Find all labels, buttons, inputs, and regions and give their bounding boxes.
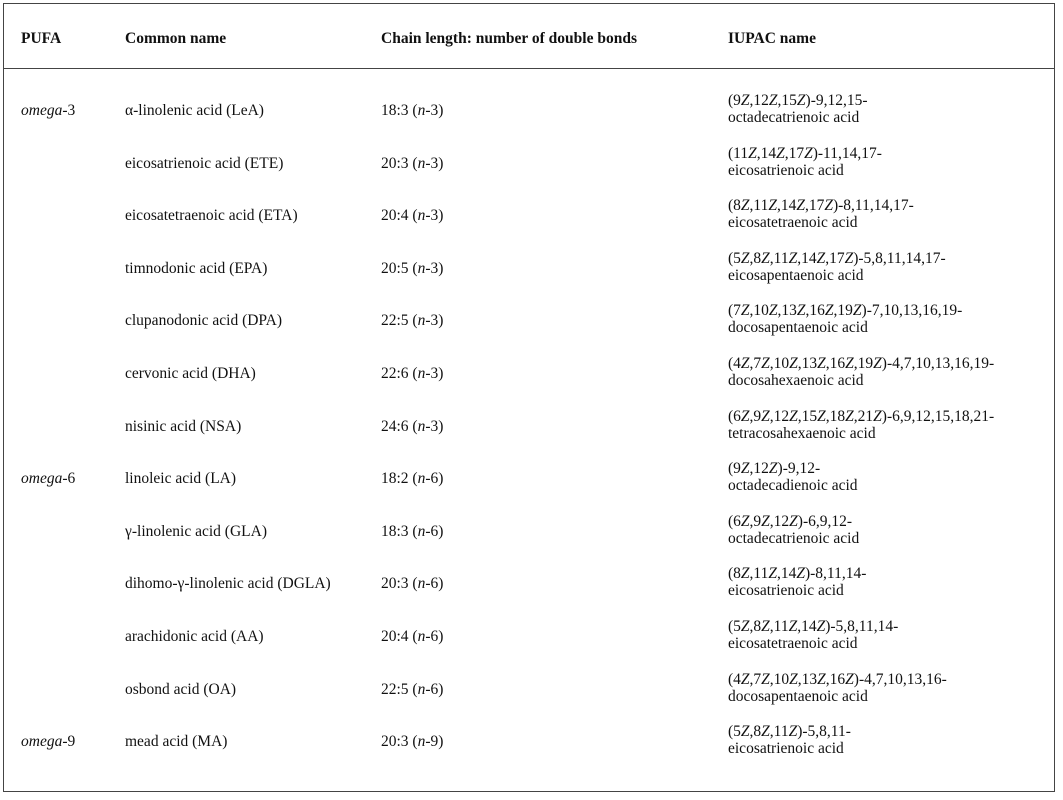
chain-length-n: n [417, 417, 426, 435]
chain-length [381, 575, 443, 593]
chain-length-suffix: -3) [425, 259, 444, 277]
chain-length-suffix: -6) [425, 522, 444, 540]
header-pufa: PUFA [21, 30, 62, 47]
chain-length-n: n [417, 365, 426, 382]
pufa-table [3, 3, 1055, 792]
common-name: timnodonic acid (EPA) [125, 259, 268, 277]
chain-length-n: n [417, 312, 426, 330]
chain-length [381, 207, 443, 225]
iupac-name [728, 355, 994, 389]
chain-length-n: n [417, 575, 426, 593]
iupac-name-line2: docosapentaenoic acid [728, 687, 868, 705]
iupac-name [728, 408, 994, 442]
chain-length [381, 102, 443, 120]
iupac-name-line1: (8Z,11Z,14Z,17Z)-8,11,14,17- [728, 197, 914, 215]
iupac-name-line2: eicosatrienoic acid [728, 740, 844, 758]
header-common-name: Common name [125, 30, 227, 47]
chain-length [381, 312, 443, 330]
pufa-group-italic: omega [21, 102, 63, 119]
chain-length-prefix: 20:5 ( [381, 259, 418, 277]
common-name: γ-linolenic acid (GLA) [125, 522, 267, 540]
iupac-name-line2: eicosatetraenoic acid [728, 214, 858, 232]
iupac-name-line2: octadecadienoic acid [728, 477, 858, 495]
chain-length-prefix: 18:3 ( [381, 102, 418, 119]
common-name: cervonic acid (DHA) [125, 365, 256, 382]
common-name: mead acid (MA) [125, 733, 228, 751]
chain-length-n: n [417, 259, 426, 277]
pufa-group-italic: omega [21, 733, 63, 751]
chain-length-suffix: -6) [425, 680, 444, 698]
table-row [4, 460, 1054, 522]
chain-length-n: n [417, 207, 426, 225]
chain-length-suffix: -9) [425, 733, 444, 751]
iupac-name [728, 302, 962, 336]
iupac-name-line1: (9Z,12Z,15Z)-9,12,15- [728, 92, 868, 109]
chain-length-n: n [417, 470, 426, 488]
chain-length [381, 418, 443, 436]
table-row [4, 407, 1054, 470]
chain-length-suffix: -3) [425, 207, 444, 225]
chain-length-prefix: 20:4 ( [381, 628, 418, 645]
chain-length-suffix: -3) [425, 365, 444, 382]
chain-length-suffix: -6) [425, 628, 444, 645]
iupac-name-line2: eicosatrienoic acid [728, 582, 844, 600]
chain-length-n: n [417, 522, 426, 540]
table-row [4, 92, 1054, 154]
chain-length-prefix: 22:5 ( [381, 312, 418, 330]
chain-length [381, 155, 443, 173]
iupac-name [728, 671, 947, 705]
chain-length-prefix: 24:6 ( [381, 417, 418, 435]
iupac-name [728, 723, 851, 757]
chain-length-prefix: 20:3 ( [381, 733, 418, 751]
chain-length-prefix: 18:3 ( [381, 522, 418, 540]
chain-length [381, 365, 443, 383]
iupac-name-line2: octadecatrienoic acid [728, 529, 860, 547]
table-row [4, 670, 1054, 733]
iupac-name-line2: docosahexaenoic acid [728, 372, 864, 389]
header-iupac-name: IUPAC name [728, 30, 816, 47]
iupac-name-line2: docosapentaenoic acid [728, 319, 868, 337]
iupac-name [728, 197, 914, 231]
chain-length-prefix: 20:3 ( [381, 575, 418, 593]
pufa-group [21, 102, 75, 120]
common-name: eicosatetraenoic acid (ETA) [125, 207, 298, 225]
table-row [4, 723, 1054, 785]
iupac-name-line2: tetracosahexaenoic acid [728, 424, 876, 442]
iupac-name-line1: (4Z,7Z,10Z,13Z,16Z)-4,7,10,13,16- [728, 670, 947, 688]
chain-length-suffix: -3) [425, 154, 444, 172]
iupac-name [728, 460, 858, 494]
common-name: dihomo-γ-linolenic acid (DGLA) [125, 575, 331, 593]
iupac-name-line2: eicosapentaenoic acid [728, 266, 864, 284]
chain-length-suffix: -3) [425, 417, 444, 435]
chain-length-prefix: 20:3 ( [381, 154, 418, 172]
iupac-name-line1: (8Z,11Z,14Z)-8,11,14- [728, 565, 867, 583]
pufa-group [21, 733, 75, 751]
chain-length-prefix: 22:5 ( [381, 680, 418, 698]
chain-length [381, 523, 443, 541]
chain-length [381, 733, 443, 751]
chain-length-n: n [417, 102, 426, 119]
iupac-name-line2: octadecatrienoic acid [728, 109, 860, 126]
pufa-group-suffix: -3 [62, 102, 76, 119]
iupac-name-line1: (5Z,8Z,11Z,14Z,17Z)-5,8,11,14,17- [728, 249, 946, 267]
iupac-name [728, 618, 898, 652]
common-name: clupanodonic acid (DPA) [125, 312, 282, 330]
iupac-name-line1: (6Z,9Z,12Z)-6,9,12- [728, 512, 853, 530]
iupac-name-line1: (7Z,10Z,13Z,16Z,19Z)-7,10,13,16,19- [728, 302, 963, 320]
iupac-name-line2: eicosatrienoic acid [728, 161, 844, 179]
common-name: nisinic acid (NSA) [125, 417, 242, 435]
pufa-group-suffix: -9 [62, 733, 76, 751]
chain-length [381, 628, 443, 646]
common-name: osbond acid (OA) [125, 680, 237, 698]
chain-length [381, 470, 443, 488]
common-name: eicosatrienoic acid (ETE) [125, 154, 284, 172]
table-header [4, 4, 1054, 69]
iupac-name-line1: (5Z,8Z,11Z,14Z)-5,8,11,14- [728, 618, 899, 635]
chain-length-n: n [417, 733, 426, 751]
pufa-group-suffix: -6 [62, 470, 76, 488]
common-name: arachidonic acid (AA) [125, 628, 264, 645]
chain-length-n: n [417, 628, 426, 645]
header-chain-length: Chain length: number of double bonds [381, 30, 637, 47]
iupac-name-line1: (6Z,9Z,12Z,15Z,18Z,21Z)-6,9,12,15,18,21- [728, 407, 995, 425]
pufa-group [21, 470, 75, 488]
iupac-name [728, 513, 859, 547]
chain-length [381, 260, 443, 278]
pufa-group-italic: omega [21, 470, 63, 488]
iupac-name [728, 145, 882, 179]
chain-length [381, 681, 443, 699]
iupac-name-line1: (11Z,14Z,17Z)-11,14,17- [728, 144, 882, 162]
chain-length-prefix: 20:4 ( [381, 207, 418, 225]
iupac-name-line1: (9Z,12Z)-9,12- [728, 460, 821, 478]
iupac-name-line1: (5Z,8Z,11Z)-5,8,11- [728, 723, 851, 741]
chain-length-n: n [417, 680, 426, 698]
chain-length-suffix: -3) [425, 312, 444, 330]
iupac-name-line2: eicosatetraenoic acid [728, 635, 858, 652]
chain-length-suffix: -6) [425, 575, 444, 593]
chain-length-suffix: -6) [425, 470, 444, 488]
chain-length-n: n [417, 154, 426, 172]
table-row [4, 512, 1054, 575]
iupac-name [728, 250, 946, 284]
iupac-name [728, 565, 866, 599]
common-name: α-linolenic acid (LeA) [125, 102, 264, 119]
common-name: linoleic acid (LA) [125, 470, 237, 488]
chain-length-prefix: 22:6 ( [381, 365, 418, 382]
iupac-name [728, 92, 868, 126]
chain-length-suffix: -3) [425, 102, 444, 119]
iupac-name-line1: (4Z,7Z,10Z,13Z,16Z,19Z)-4,7,10,13,16,19- [728, 355, 995, 372]
chain-length-prefix: 18:2 ( [381, 470, 418, 488]
